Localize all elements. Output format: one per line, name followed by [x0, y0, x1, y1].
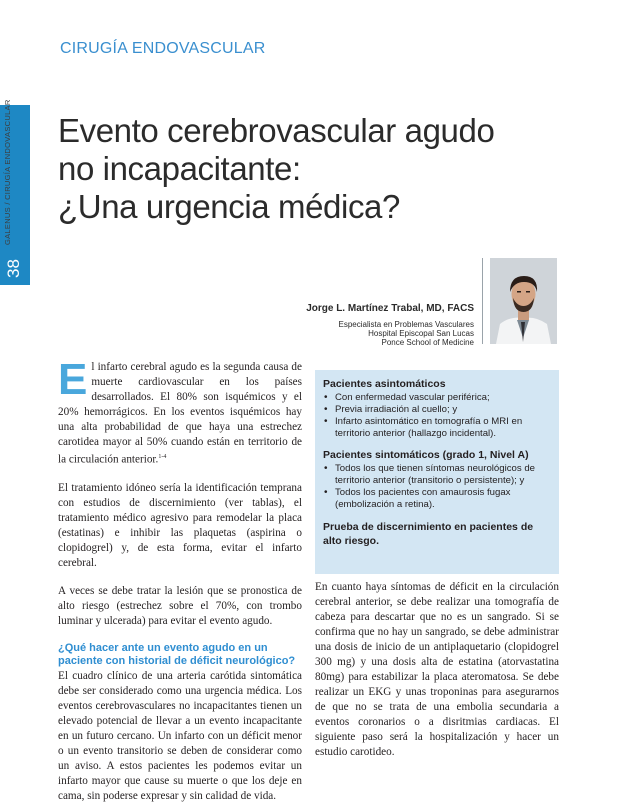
reference-mark: 1-4	[158, 454, 167, 460]
title-line-1: Evento cerebrovascular agudo	[58, 112, 495, 149]
author-affiliation-1: Especialista en Problemas Vasculares	[338, 320, 474, 329]
photo-divider	[482, 258, 483, 344]
author-portrait-icon	[490, 258, 557, 344]
author-affiliation-3: Ponce School of Medicine	[381, 338, 474, 347]
paragraph-clinical: El cuadro clínico de una arteria carótida sintomática debe ser considerado como una urgencia médica. Los eventos cerebrovasculares no incapacitantes tienen un elevado potencial de llevar a un evento incapacitante en un futuro cercano. Un infarto con un déficit menor o un evento transitorio se deben de considerar como un aviso. A estos pacientes les podemos evitar un infarto mayor que cause su muerte o que los deje en cama, sin poderse expresar y sin calidad de vida.	[58, 669, 302, 802]
asymptomatic-list	[323, 392, 551, 440]
list-item: • Todos los pacientes con amaurosis fugax (embolización a retina).	[323, 487, 551, 511]
author-name: Jorge L. Martínez Trabal, MD, FACS	[306, 303, 474, 314]
section-title: CIRUGÍA ENDOVASCULAR	[60, 40, 266, 57]
paragraph-protocol: En cuanto haya síntomas de déficit en la circulación cerebral anterior, se debe realizar una tomografía de cabeza para descartar que no es un sangrado. Si se confirma que no hay un sangrado, se debe administrar una dosis de inicio de un antiplaquetario (clopidogrel 300 mg) y una dosis alta de estatina (atorvastatina 80mg) para estabilizar la placa ateromatosa. Se debe realizar un EKG y unas troponinas para asegurarnos de que no se trata de una embolia secundaria a eventos coronarios o a disritmias cardiacas. El siguiente paso será la hospitalización y hacer un estudio carotideo.	[315, 581, 559, 758]
box-heading-asymptomatic: Pacientes asintomáticos	[323, 378, 446, 390]
list-item: • Previa irradiación al cuello; y	[323, 404, 551, 416]
title-line-2: no incapacitante:	[58, 150, 301, 187]
author-photo	[490, 258, 557, 344]
running-head: GALENUS / CIRUGÍA ENDOVASCULAR	[3, 99, 12, 245]
list-item: • Con enfermedad vascular periférica;	[323, 392, 551, 404]
list-item: • Infarto asintomático en tomografía o MRI en territorio anterior (hallazgo incidental).	[323, 416, 551, 440]
article-title	[58, 112, 578, 226]
paragraph-high-risk: A veces se debe tratar la lesión que se pronostica de alto riesgo (estrechez sobre el 70%, con trombo luminar y ulcerada) para evitar el evento agudo.	[58, 584, 302, 627]
title-line-3: ¿Una urgencia médica?	[58, 188, 400, 225]
right-column	[315, 580, 559, 773]
symptomatic-list	[323, 463, 551, 511]
paragraph-intro	[58, 355, 302, 468]
paragraph-intro-text: l infarto cerebral agudo es la segunda causa de muerte cardiovascular en los países desarrollados. El 80% son isquémicos y el 20% hemorrágicos. En los eventos isquémicos hay una alta probabilidad de que haya una estrechez carotidea mayor al 50% cuando están en territorio de la circulación anterior.	[58, 361, 302, 466]
subheading: ¿Qué hacer ante un evento agudo en un paciente con historial de déficit neurológico?	[58, 641, 296, 667]
screening-box	[315, 370, 559, 574]
author-affiliation-2: Hospital Episcopal San Lucas	[368, 329, 474, 338]
page-number: 38	[4, 259, 23, 278]
paragraph-treatment: El tratamiento idóneo sería la identificación temprana con estudios de discernimiento (ver tablas), el tratamiento médico agresivo para remodelar la placa (estatinas) e inhibir las plaquetas (aspirina o clopidogrel) y, de esta forma, evitar el infarto cerebral.	[58, 481, 302, 569]
drop-cap: E	[58, 355, 88, 404]
box-heading-symptomatic: Pacientes sintomáticos (grado 1, Nivel A)	[323, 449, 529, 461]
left-column	[58, 355, 302, 802]
list-item: • Todos los que tienen síntomas neurológicos de territorio anterior (transitorio o persistente); y	[323, 463, 551, 487]
box-footer: Prueba de discernimiento en pacientes de alto riesgo.	[323, 521, 534, 547]
